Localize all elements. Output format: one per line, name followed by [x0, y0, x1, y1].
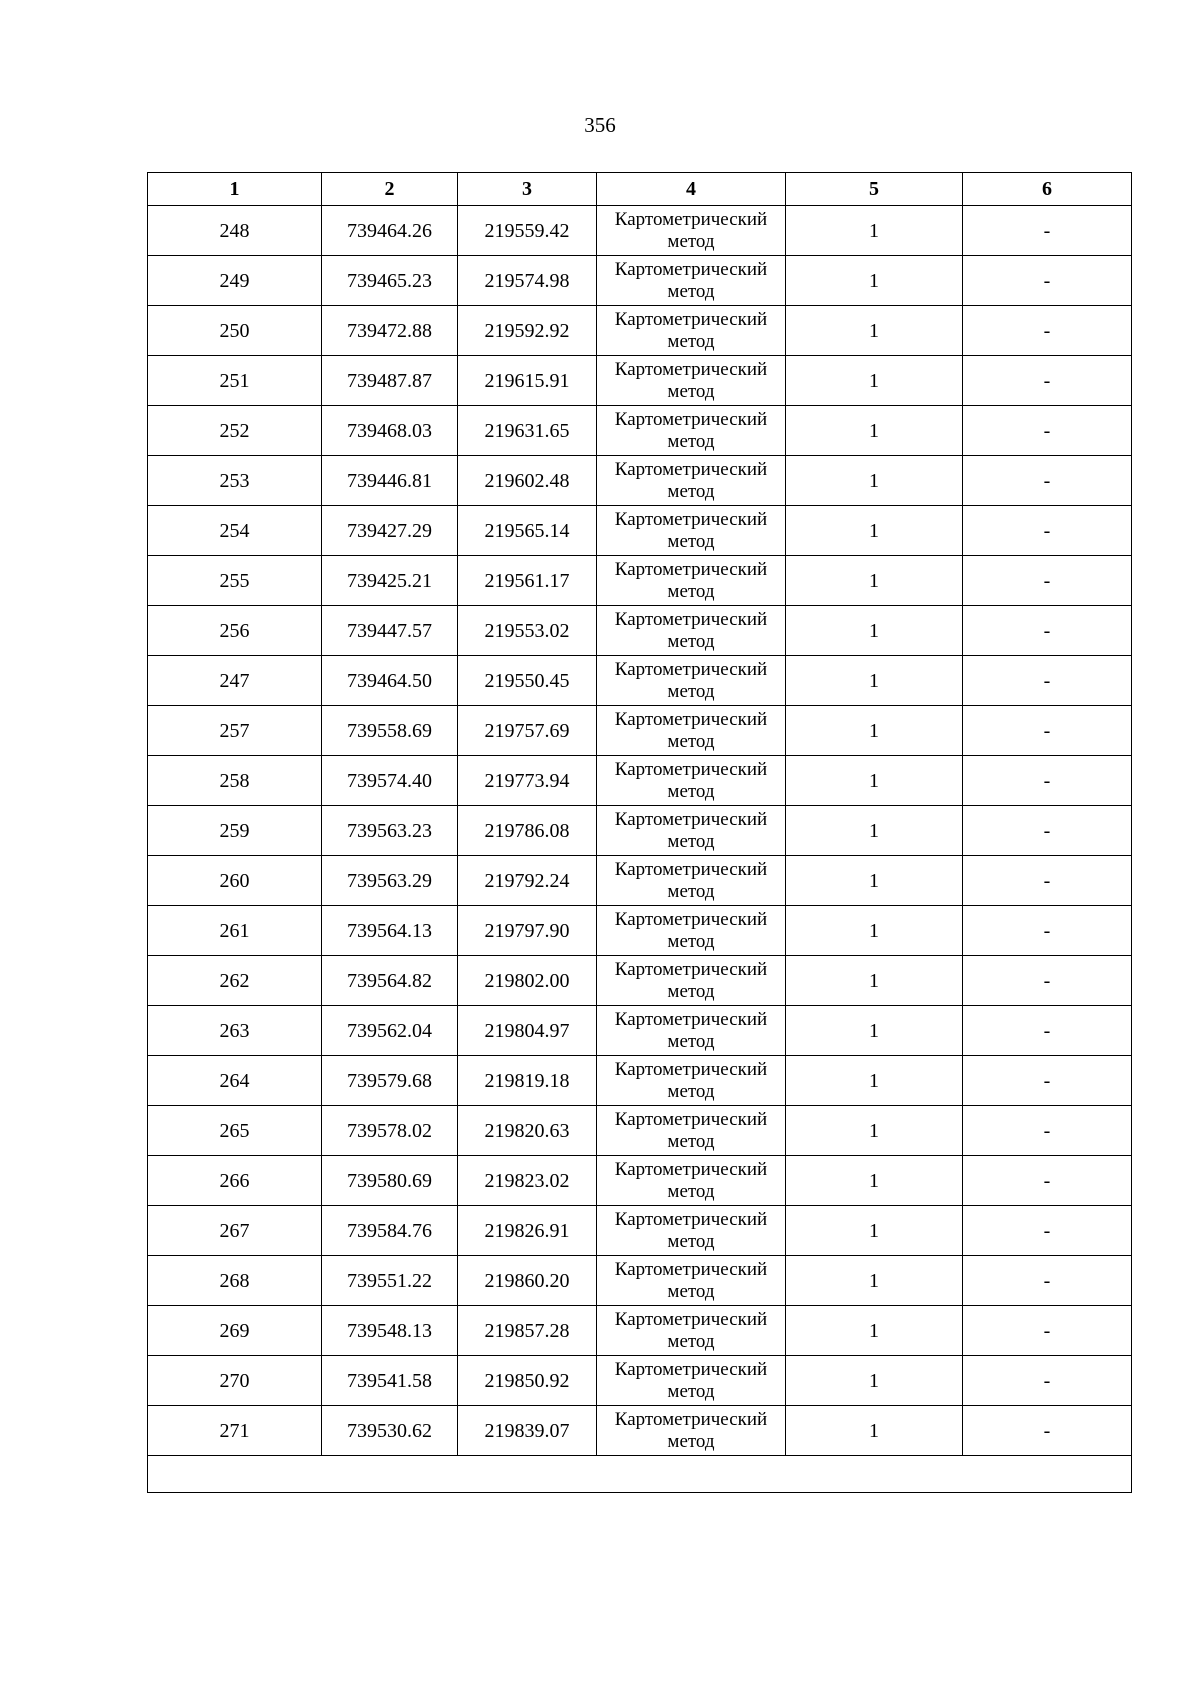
description-cell: -: [963, 1156, 1132, 1206]
method-cell: Картометрический метод: [597, 356, 786, 406]
table-row: [148, 506, 1132, 556]
point-number-cell: 254: [148, 506, 322, 556]
x-coordinate-cell: 739464.50: [322, 656, 458, 706]
description-cell: -: [963, 356, 1132, 406]
accuracy-cell: 1: [786, 1356, 963, 1406]
table-row: [148, 256, 1132, 306]
accuracy-cell: 1: [786, 1106, 963, 1156]
method-cell: Картометрический метод: [597, 1106, 786, 1156]
x-coordinate-cell: 739425.21: [322, 556, 458, 606]
column-header: 2: [322, 173, 458, 206]
description-cell: -: [963, 1106, 1132, 1156]
table-row: [148, 556, 1132, 606]
description-cell: -: [963, 856, 1132, 906]
point-number-cell: 263: [148, 1006, 322, 1056]
x-coordinate-cell: 739548.13: [322, 1306, 458, 1356]
table-row: [148, 906, 1132, 956]
column-header: 5: [786, 173, 963, 206]
accuracy-cell: 1: [786, 656, 963, 706]
description-cell: -: [963, 956, 1132, 1006]
description-cell: -: [963, 456, 1132, 506]
method-cell: Картометрический метод: [597, 1306, 786, 1356]
table-row: [148, 706, 1132, 756]
point-number-cell: 267: [148, 1206, 322, 1256]
method-cell: Картометрический метод: [597, 906, 786, 956]
accuracy-cell: 1: [786, 606, 963, 656]
point-number-cell: 266: [148, 1156, 322, 1206]
table-row: [148, 1256, 1132, 1306]
x-coordinate-cell: 739472.88: [322, 306, 458, 356]
coordinates-table: [147, 172, 1132, 1493]
y-coordinate-cell: 219602.48: [458, 456, 597, 506]
y-coordinate-cell: 219574.98: [458, 256, 597, 306]
y-coordinate-cell: 219823.02: [458, 1156, 597, 1206]
description-cell: -: [963, 606, 1132, 656]
x-coordinate-cell: 739564.82: [322, 956, 458, 1006]
point-number-cell: 259: [148, 806, 322, 856]
table-row: [148, 406, 1132, 456]
y-coordinate-cell: 219553.02: [458, 606, 597, 656]
y-coordinate-cell: 219826.91: [458, 1206, 597, 1256]
description-cell: -: [963, 206, 1132, 256]
accuracy-cell: 1: [786, 856, 963, 906]
description-cell: -: [963, 1356, 1132, 1406]
table-body: [148, 206, 1132, 1493]
accuracy-cell: 1: [786, 556, 963, 606]
method-cell: Картометрический метод: [597, 1056, 786, 1106]
y-coordinate-cell: 219860.20: [458, 1256, 597, 1306]
method-cell: Картометрический метод: [597, 556, 786, 606]
table-row: [148, 1106, 1132, 1156]
table-row: [148, 606, 1132, 656]
y-coordinate-cell: 219561.17: [458, 556, 597, 606]
description-cell: -: [963, 1006, 1132, 1056]
accuracy-cell: 1: [786, 1056, 963, 1106]
accuracy-cell: 1: [786, 956, 963, 1006]
method-cell: Картометрический метод: [597, 1206, 786, 1256]
y-coordinate-cell: 219550.45: [458, 656, 597, 706]
y-coordinate-cell: 219786.08: [458, 806, 597, 856]
method-cell: Картометрический метод: [597, 1356, 786, 1406]
y-coordinate-cell: 219850.92: [458, 1356, 597, 1406]
accuracy-cell: 1: [786, 1306, 963, 1356]
description-cell: -: [963, 1306, 1132, 1356]
point-number-cell: 251: [148, 356, 322, 406]
y-coordinate-cell: 219565.14: [458, 506, 597, 556]
point-number-cell: 255: [148, 556, 322, 606]
accuracy-cell: 1: [786, 506, 963, 556]
x-coordinate-cell: 739487.87: [322, 356, 458, 406]
y-coordinate-cell: 219804.97: [458, 1006, 597, 1056]
table-row: [148, 856, 1132, 906]
point-number-cell: 249: [148, 256, 322, 306]
y-coordinate-cell: 219839.07: [458, 1406, 597, 1456]
description-cell: -: [963, 256, 1132, 306]
point-number-cell: 264: [148, 1056, 322, 1106]
table-row: [148, 356, 1132, 406]
point-number-cell: 265: [148, 1106, 322, 1156]
point-number-cell: 268: [148, 1256, 322, 1306]
accuracy-cell: 1: [786, 306, 963, 356]
accuracy-cell: 1: [786, 1156, 963, 1206]
method-cell: Картометрический метод: [597, 456, 786, 506]
method-cell: Картометрический метод: [597, 1006, 786, 1056]
description-cell: -: [963, 806, 1132, 856]
table-row: [148, 756, 1132, 806]
method-cell: Картометрический метод: [597, 606, 786, 656]
table-row: [148, 656, 1132, 706]
point-number-cell: 250: [148, 306, 322, 356]
accuracy-cell: 1: [786, 806, 963, 856]
x-coordinate-cell: 739465.23: [322, 256, 458, 306]
table-footer-row: [148, 1456, 1132, 1493]
x-coordinate-cell: 739427.29: [322, 506, 458, 556]
y-coordinate-cell: 219615.91: [458, 356, 597, 406]
x-coordinate-cell: 739464.26: [322, 206, 458, 256]
method-cell: Картометрический метод: [597, 1406, 786, 1456]
y-coordinate-cell: 219757.69: [458, 706, 597, 756]
method-cell: Картометрический метод: [597, 1156, 786, 1206]
point-number-cell: 271: [148, 1406, 322, 1456]
y-coordinate-cell: 219802.00: [458, 956, 597, 1006]
x-coordinate-cell: 739530.62: [322, 1406, 458, 1456]
point-number-cell: 261: [148, 906, 322, 956]
accuracy-cell: 1: [786, 906, 963, 956]
accuracy-cell: 1: [786, 406, 963, 456]
table-row: [148, 1206, 1132, 1256]
point-number-cell: 270: [148, 1356, 322, 1406]
page-number: 356: [584, 113, 616, 137]
table-row: [148, 956, 1132, 1006]
column-header: 3: [458, 173, 597, 206]
point-number-cell: 262: [148, 956, 322, 1006]
x-coordinate-cell: 739584.76: [322, 1206, 458, 1256]
x-coordinate-cell: 739563.29: [322, 856, 458, 906]
accuracy-cell: 1: [786, 206, 963, 256]
point-number-cell: 248: [148, 206, 322, 256]
x-coordinate-cell: 739574.40: [322, 756, 458, 806]
description-cell: -: [963, 656, 1132, 706]
x-coordinate-cell: 739579.68: [322, 1056, 458, 1106]
y-coordinate-cell: 219792.24: [458, 856, 597, 906]
description-cell: -: [963, 906, 1132, 956]
description-cell: -: [963, 1406, 1132, 1456]
point-number-cell: 253: [148, 456, 322, 506]
method-cell: Картометрический метод: [597, 756, 786, 806]
method-cell: Картометрический метод: [597, 956, 786, 1006]
x-coordinate-cell: 739446.81: [322, 456, 458, 506]
point-number-cell: 247: [148, 656, 322, 706]
x-coordinate-cell: 739551.22: [322, 1256, 458, 1306]
table-row: [148, 806, 1132, 856]
y-coordinate-cell: 219631.65: [458, 406, 597, 456]
x-coordinate-cell: 739580.69: [322, 1156, 458, 1206]
table-row: [148, 1056, 1132, 1106]
accuracy-cell: 1: [786, 706, 963, 756]
description-cell: -: [963, 1056, 1132, 1106]
column-header: 4: [597, 173, 786, 206]
description-cell: -: [963, 506, 1132, 556]
method-cell: Картометрический метод: [597, 856, 786, 906]
y-coordinate-cell: 219592.92: [458, 306, 597, 356]
description-cell: -: [963, 756, 1132, 806]
method-cell: Картометрический метод: [597, 706, 786, 756]
table-row: [148, 1356, 1132, 1406]
x-coordinate-cell: 739563.23: [322, 806, 458, 856]
description-cell: -: [963, 706, 1132, 756]
point-number-cell: 260: [148, 856, 322, 906]
table-row: [148, 1306, 1132, 1356]
table-row: [148, 1406, 1132, 1456]
accuracy-cell: 1: [786, 356, 963, 406]
description-cell: -: [963, 306, 1132, 356]
x-coordinate-cell: 739447.57: [322, 606, 458, 656]
method-cell: Картометрический метод: [597, 206, 786, 256]
column-header: 6: [963, 173, 1132, 206]
accuracy-cell: 1: [786, 456, 963, 506]
accuracy-cell: 1: [786, 1256, 963, 1306]
y-coordinate-cell: 219819.18: [458, 1056, 597, 1106]
point-number-cell: 269: [148, 1306, 322, 1356]
description-cell: -: [963, 406, 1132, 456]
empty-cell: [148, 1456, 1132, 1493]
point-number-cell: 256: [148, 606, 322, 656]
description-cell: -: [963, 556, 1132, 606]
x-coordinate-cell: 739558.69: [322, 706, 458, 756]
method-cell: Картометрический метод: [597, 656, 786, 706]
accuracy-cell: 1: [786, 1406, 963, 1456]
table-row: [148, 456, 1132, 506]
table-row: [148, 1156, 1132, 1206]
description-cell: -: [963, 1206, 1132, 1256]
x-coordinate-cell: 739468.03: [322, 406, 458, 456]
y-coordinate-cell: 219857.28: [458, 1306, 597, 1356]
method-cell: Картометрический метод: [597, 406, 786, 456]
accuracy-cell: 1: [786, 1006, 963, 1056]
accuracy-cell: 1: [786, 256, 963, 306]
method-cell: Картометрический метод: [597, 506, 786, 556]
accuracy-cell: 1: [786, 1206, 963, 1256]
table-row: [148, 1006, 1132, 1056]
method-cell: Картометрический метод: [597, 306, 786, 356]
y-coordinate-cell: 219773.94: [458, 756, 597, 806]
method-cell: Картометрический метод: [597, 1256, 786, 1306]
column-header: 1: [148, 173, 322, 206]
table-header-row: [148, 173, 1132, 206]
table-row: [148, 206, 1132, 256]
point-number-cell: 252: [148, 406, 322, 456]
x-coordinate-cell: 739564.13: [322, 906, 458, 956]
point-number-cell: 258: [148, 756, 322, 806]
y-coordinate-cell: 219820.63: [458, 1106, 597, 1156]
accuracy-cell: 1: [786, 756, 963, 806]
y-coordinate-cell: 219559.42: [458, 206, 597, 256]
table-row: [148, 306, 1132, 356]
x-coordinate-cell: 739562.04: [322, 1006, 458, 1056]
point-number-cell: 257: [148, 706, 322, 756]
x-coordinate-cell: 739578.02: [322, 1106, 458, 1156]
method-cell: Картометрический метод: [597, 256, 786, 306]
x-coordinate-cell: 739541.58: [322, 1356, 458, 1406]
y-coordinate-cell: 219797.90: [458, 906, 597, 956]
method-cell: Картометрический метод: [597, 806, 786, 856]
description-cell: -: [963, 1256, 1132, 1306]
